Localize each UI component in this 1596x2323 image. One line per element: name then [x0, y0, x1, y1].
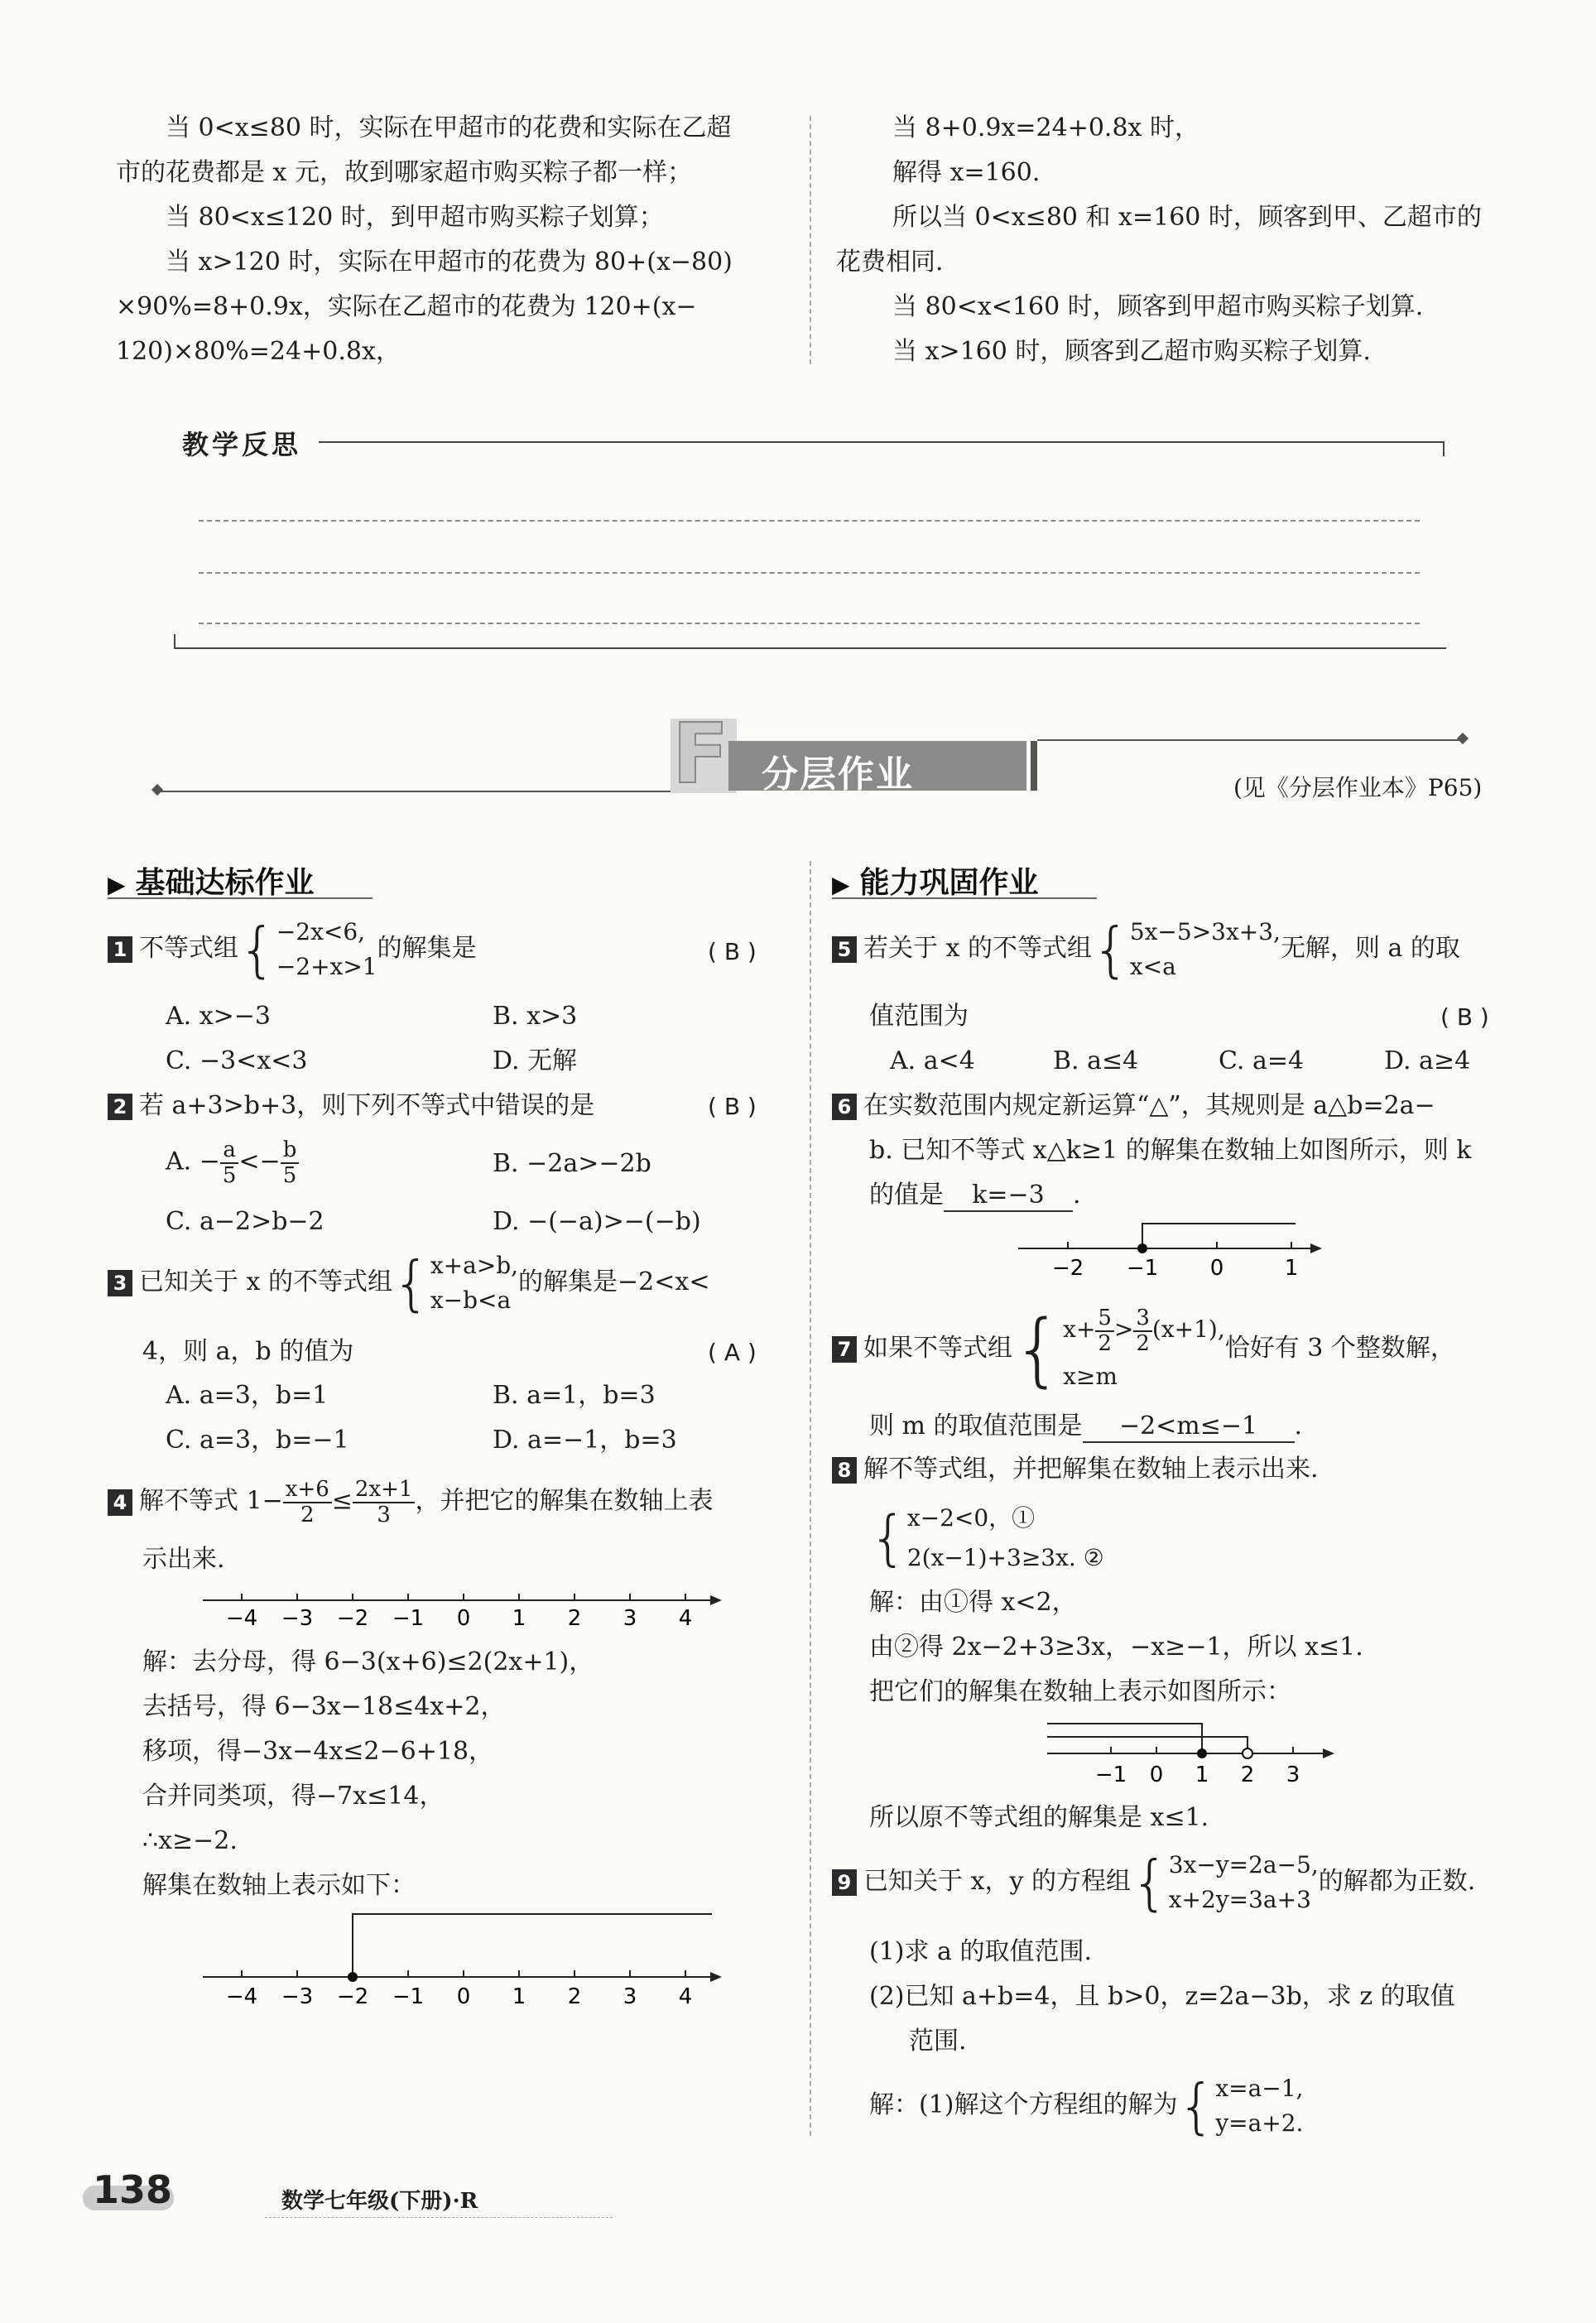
left-section-title: ▶ 基础达标作业 — [108, 866, 315, 900]
title-underline — [832, 897, 1097, 899]
question-text: 若关于 x 的不等式组 — [863, 934, 1092, 963]
equation-system — [869, 1498, 1104, 1577]
writing-line — [199, 623, 1420, 624]
question-number: 3 — [108, 1270, 132, 1296]
number-line-solution — [199, 1904, 728, 2012]
text-line: ×90%=8+0.9x，实际在乙超市的花费为 120+(x− — [116, 292, 697, 321]
question-text: 4，则 a，b 的值为 — [142, 1337, 354, 1366]
banner-bar — [1031, 741, 1037, 791]
text-line: 所以当 0<x≤80 和 x=160 时，顾客到甲、乙超市的 — [892, 203, 1482, 232]
solution-line: 解：去分母，得 6−3(x+6)≤2(2x+1)， — [142, 1647, 594, 1676]
question-text: 的解都为正数. — [1318, 1867, 1476, 1896]
question-stem: 7 如果不等式组{ x+ $\frac{5}{2}$ > $\frac{3}{2}$ (x+1), x≥m 恰好有 3 个整数解， — [832, 1306, 1455, 1392]
writing-line — [199, 572, 1420, 574]
option-b: B. x>3 — [493, 1002, 578, 1031]
question-number: 7 — [832, 1336, 857, 1363]
question-number: 4 — [108, 1489, 132, 1516]
option-a: A. x>−3 — [166, 1002, 272, 1031]
axis-label: 2 — [1240, 1763, 1255, 1787]
question-text: 的解集是 — [377, 934, 477, 963]
column-divider — [810, 116, 811, 364]
axis-label: −3 — [281, 1606, 314, 1631]
question-part: (1)求 a 的取值范围. — [869, 1937, 1092, 1966]
axis-label: 2 — [567, 1606, 582, 1631]
answer-blank: −2<m≤−1 — [1083, 1412, 1295, 1443]
system-line: x−2<0，① — [906, 1504, 1036, 1532]
axis-label: 0 — [1149, 1763, 1164, 1787]
axis-label: 1 — [1195, 1763, 1209, 1787]
title-underline — [108, 897, 373, 899]
system-line: x+a>b, — [430, 1252, 519, 1279]
solution-line: 去括号，得 6−3x−18≤4x+2， — [142, 1692, 506, 1721]
text-line: 当 80<x<160 时，顾客到甲超市购买粽子划算. — [892, 292, 1424, 321]
axis-label: −1 — [1126, 1256, 1159, 1281]
axis-label: −2 — [336, 1606, 369, 1631]
solution-line: 解：由①得 x<2， — [869, 1588, 1077, 1617]
brace-icon: { — [1177, 2071, 1216, 2141]
question-text: 解不等式组，并把解集在数轴上表示出来. — [863, 1455, 1319, 1484]
question-number: 5 — [832, 936, 857, 963]
solution-line: ∴x≥−2. — [142, 1826, 238, 1855]
solid-point — [1137, 1243, 1147, 1253]
solution-line: 所以原不等式组的解集是 x≤1. — [869, 1803, 1209, 1832]
question-number: 8 — [832, 1457, 857, 1484]
number-line-q6 — [1014, 1217, 1329, 1283]
brace-icon: { — [238, 915, 276, 984]
system-line: −2x<6, — [276, 918, 366, 945]
question-stem: 4 解不等式 1− $\frac{x+6}{2}$ ≤ $\frac{2x+1}{3}$ ，并把它的解集在数轴上表 — [108, 1478, 713, 1527]
text-line: 当 8+0.9x=24+0.8x 时， — [892, 113, 1200, 142]
banner-reference: (见《分层作业本》P65) — [1233, 774, 1483, 801]
question-stem — [832, 1091, 1435, 1121]
axis-label: 2 — [567, 1984, 582, 2009]
axis-label: 1 — [1284, 1256, 1299, 1281]
question-text: 值范围为 — [869, 1002, 969, 1031]
question-text: ，并把它的解集在数轴上表 — [415, 1486, 714, 1516]
reflection-bottom-rule — [174, 634, 1446, 649]
brace-icon: { — [392, 1248, 430, 1318]
diamond-icon — [151, 784, 163, 796]
question-text: 若 a+3>b+3，则下列不等式中错误的是 — [139, 1091, 595, 1120]
option-c: C. a=4 — [1219, 1046, 1305, 1075]
text-line: 解得 x=160. — [892, 158, 1041, 187]
system-line: 5x−5>3x+3, — [1129, 918, 1281, 945]
solution-line: 移项，得−3x−4x≤2−6+18， — [142, 1737, 494, 1766]
solution-line: 解：(1)解这个方程组的解为{ x=a−1, y=a+2. — [869, 2071, 1304, 2141]
brace-icon: { — [869, 1503, 907, 1573]
option-c: C. a=3，b=−1 — [166, 1426, 349, 1455]
question-text: 如果不等式组 — [863, 1333, 1012, 1363]
question-stem — [108, 1248, 709, 1318]
arrow-icon: ▶ — [108, 871, 126, 898]
question-number: 1 — [108, 936, 132, 963]
axis-label: 0 — [456, 1984, 471, 2009]
question-text: b. 已知不等式 x△k≥1 的解集在数轴上如图所示，则 k — [869, 1136, 1472, 1165]
option-d: D. 无解 — [493, 1046, 578, 1075]
axis-label: 0 — [456, 1606, 471, 1631]
question-number: 6 — [832, 1094, 857, 1120]
open-point — [1243, 1748, 1252, 1758]
text-line: 当 x>120 时，实际在甲超市的花费为 80+(x−80) — [166, 248, 733, 277]
system-line: x≥m — [1063, 1363, 1118, 1391]
axis-label: 3 — [623, 1606, 637, 1631]
right-section-title: ▶ 能力巩固作业 — [832, 866, 1039, 900]
system-line: y=a+2. — [1215, 2109, 1304, 2137]
writing-line — [199, 520, 1420, 522]
question-number: 2 — [108, 1094, 132, 1120]
axis-label: −1 — [392, 1984, 425, 2009]
text-line: 当 80<x≤120 时，到甲超市购买粽子划算； — [166, 203, 664, 232]
brace-icon: { — [1092, 915, 1130, 984]
axis-label: −4 — [225, 1984, 258, 2009]
question-text: 的值是 k=−3 . — [869, 1181, 1081, 1212]
axis-label: 3 — [623, 1984, 637, 2009]
answer-mark: ( B ) — [708, 938, 757, 965]
question-stem — [832, 1848, 1475, 1917]
axis-label: −1 — [1094, 1763, 1127, 1787]
solid-point — [348, 1972, 358, 1982]
axis-label: 4 — [678, 1984, 693, 2009]
axis-label: 0 — [1209, 1256, 1224, 1281]
question-text: 在实数范围内规定新运算“△”，其规则是 a△b=2a− — [863, 1091, 1435, 1120]
solution-line: 把它们的解集在数轴上表示如图所示： — [869, 1677, 1291, 1706]
axis-label: 1 — [512, 1606, 526, 1631]
option-a: A. a<4 — [890, 1046, 975, 1075]
question-stem — [832, 1455, 1319, 1484]
option-c: C. −3<x<3 — [166, 1046, 308, 1075]
option-b: B. −2a>−2b — [493, 1149, 651, 1178]
reflection-title: 教学反思 — [182, 429, 302, 460]
axis-label: −2 — [1051, 1256, 1084, 1281]
answer-mark: ( B ) — [708, 1093, 757, 1120]
banner-line-right — [1037, 739, 1464, 741]
diamond-icon — [1457, 733, 1469, 744]
question-text: 已知关于 x，y 的方程组 — [863, 1867, 1131, 1896]
number-line-q8 — [1043, 1714, 1341, 1796]
banner-title: 分层作业 — [762, 753, 914, 796]
axis-label: −1 — [392, 1606, 425, 1631]
option-d: D. −(−a)>−(−b) — [493, 1207, 701, 1236]
answer-mark: ( A ) — [708, 1339, 757, 1366]
question-text: 无解，则 a 的取 — [1280, 934, 1460, 963]
text-line: 花费相同. — [836, 248, 944, 277]
option-a: A. − $\frac{a}{5}$ <− $\frac{b}{5}$ — [166, 1138, 299, 1187]
brace-icon: { — [1130, 1848, 1169, 1917]
system-line: x−b<a — [430, 1287, 512, 1314]
system-line: x<a — [1129, 953, 1176, 980]
axis-label: 1 — [512, 1984, 526, 2009]
question-stem — [108, 915, 477, 984]
system-line: 3x−y=2a−5, — [1168, 1851, 1319, 1878]
solid-point — [1197, 1748, 1207, 1758]
system-line: 2(x−1)+3≥3x. ② — [906, 1543, 1104, 1571]
answer-mark: ( B ) — [1440, 1003, 1489, 1031]
question-text: 不等式组 — [139, 934, 238, 963]
text-line: 市的花费都是 x 元，故到哪家超市购买粽子都一样； — [116, 158, 692, 187]
solution-line: 由②得 2x−2+3≥3x，−x≥−1，所以 x≤1. — [869, 1633, 1363, 1662]
reflection-top-rule — [319, 441, 1445, 443]
question-part: 范围. — [909, 2027, 967, 2056]
axis-label: −4 — [225, 1606, 258, 1631]
question-stem — [108, 1091, 594, 1121]
question-text: 则 m 的取值范围是 −2<m≤−1 . — [869, 1412, 1302, 1443]
banner-line-left — [157, 791, 671, 792]
question-part: (2)已知 a+b=4，且 b>0，z=2a−3b，求 z 的取值 — [869, 1982, 1455, 2011]
axis-label: −3 — [281, 1984, 314, 2009]
number-line-blank — [199, 1585, 728, 1635]
system-line: x+2y=3a+3 — [1168, 1886, 1311, 1913]
option-d: D. a=−1，b=3 — [493, 1426, 677, 1455]
option-b: B. a=1，b=3 — [493, 1381, 656, 1410]
solution-line: 合并同类项，得−7x≤14， — [142, 1782, 445, 1811]
column-divider — [810, 861, 811, 2136]
system-line: −2+x>1 — [276, 953, 377, 980]
question-stem — [832, 915, 1460, 984]
question-text: 恰好有 3 个整数解， — [1224, 1333, 1455, 1363]
answer-blank: k=−3 — [944, 1181, 1073, 1212]
question-text: 示出来. — [142, 1545, 225, 1574]
text-line: 120)×80%=24+0.8x， — [116, 337, 401, 366]
question-number: 9 — [832, 1869, 857, 1896]
book-title: 数学七年级(下册)·R — [281, 2189, 478, 2214]
option-d: D. a≥4 — [1384, 1046, 1471, 1075]
axis-label: 4 — [678, 1606, 693, 1631]
question-text: 的解集是−2<x< — [518, 1267, 710, 1296]
question-text: 已知关于 x 的不等式组 — [139, 1267, 392, 1296]
banner-letter: F — [672, 705, 729, 802]
brace-icon: { — [1012, 1302, 1064, 1396]
text-line: 当 0<x≤80 时，实际在甲超市的花费和实际在乙超 — [166, 113, 732, 142]
question-text: 解不等式 1− — [139, 1486, 283, 1516]
system-line: x=a−1, — [1215, 2075, 1304, 2102]
axis-label: 3 — [1286, 1763, 1300, 1787]
axis-label: −2 — [336, 1984, 369, 2009]
option-a: A. a=3，b=1 — [166, 1381, 329, 1410]
option-b: B. a≤4 — [1053, 1046, 1139, 1075]
solution-line: 解集在数轴上表示如下： — [142, 1871, 416, 1900]
footer-rule — [265, 2217, 613, 2218]
page-number: 138 — [93, 2167, 173, 2212]
option-c: C. a−2>b−2 — [166, 1207, 324, 1236]
text-line: 当 x>160 时，顾客到乙超市购买粽子划算. — [892, 337, 1371, 366]
ticks — [242, 1594, 685, 1600]
rule-tick — [1443, 441, 1445, 456]
arrow-icon: ▶ — [832, 871, 850, 898]
